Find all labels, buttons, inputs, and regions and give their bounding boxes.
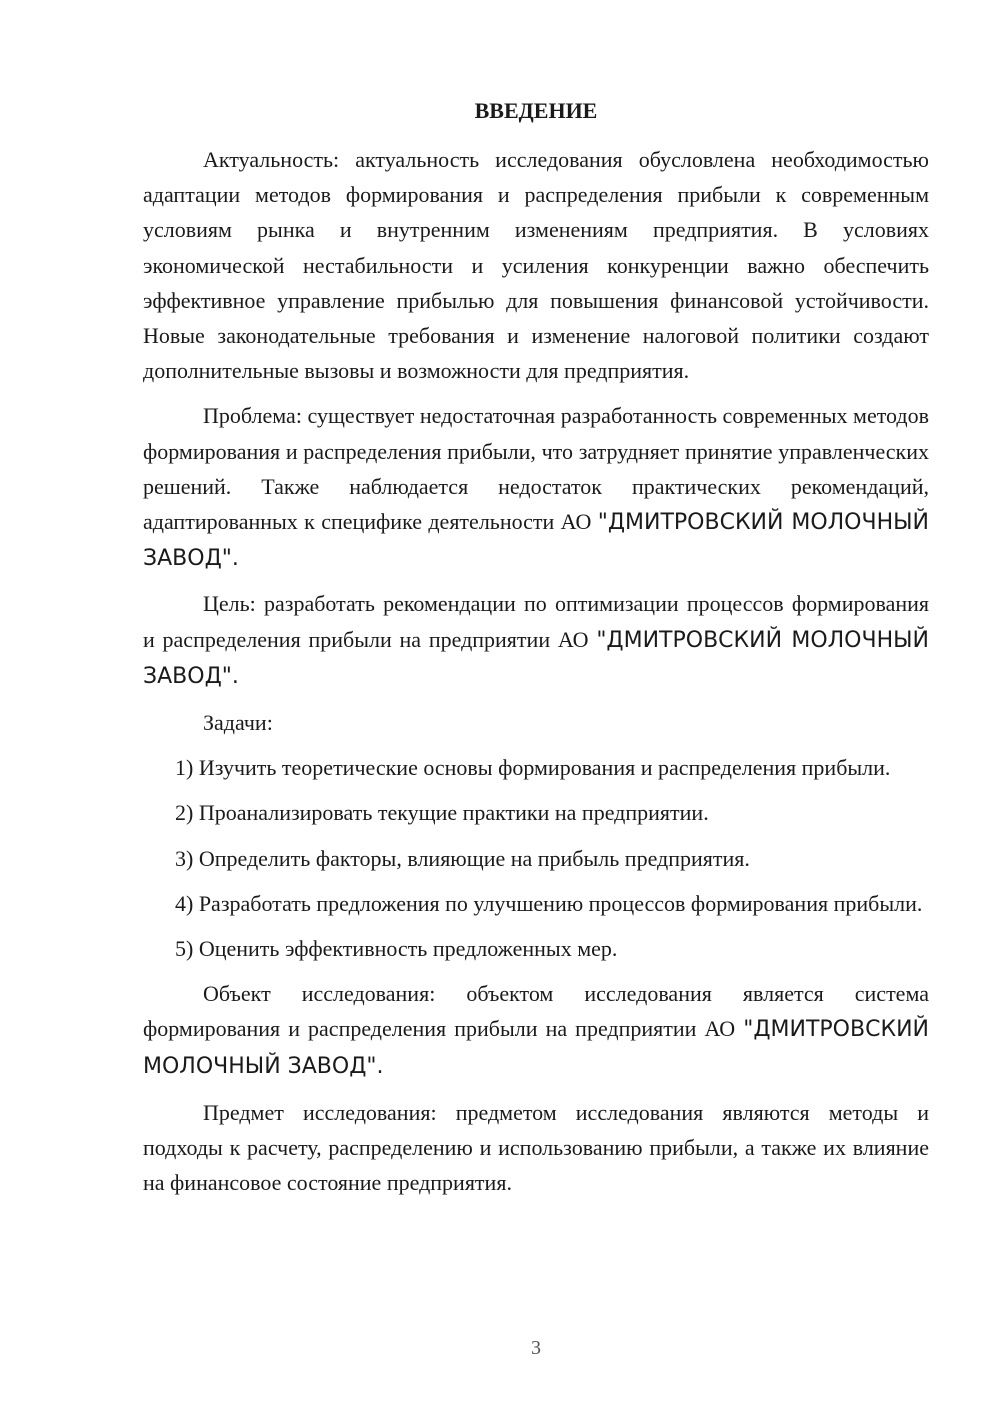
task-item: 4) Разработать предложения по улучшению процессов формирования прибыли.	[175, 890, 923, 916]
company-name: "ДМИТРОВСКИЙ МОЛОЧНЫЙ ЗАВОД".	[143, 1017, 929, 1079]
company-name: "ДМИТРОВСКИЙ МОЛОЧНЫЙ ЗАВОД".	[143, 627, 929, 689]
object-paragraph	[143, 976, 929, 1084]
problem-text: Проблема: существует недостаточная разработанность современных методов формирования и распределения прибыли, что затрудняет принятие управленческих решений. Также наблюдается недостаток практических рекомендаций, адаптированных к специфике деятельности АО	[143, 403, 929, 535]
task-item: 5) Оценить эффективность предложенных мер.	[175, 936, 618, 962]
tasks-heading: Задачи:	[203, 710, 273, 736]
object-text: Объект исследования: объектом исследования является система формирования и распределения прибыли на предприятии АО	[143, 981, 929, 1042]
company-name: "ДМИТРОВСКИЙ МОЛОЧНЫЙ ЗАВОД".	[143, 510, 929, 572]
page-number: 3	[531, 1337, 541, 1359]
goal-text: Цель: разработать рекомендации по оптимизации процессов формирования и распределения прибыли на предприятии АО	[143, 591, 929, 652]
task-item: 3) Определить факторы, влияющие на прибыль предприятия.	[175, 845, 750, 871]
section-title: ВВЕДЕНИЕ	[474, 98, 598, 123]
problem-paragraph	[143, 398, 929, 576]
relevance-paragraph: Актуальность: актуальность исследования обусловлена необходимостью адаптации методов формирования и распределения прибыли к современным условиям рынка и внутренним изменениям предприятия. В условиях экономической нестабильности и усиления конкуренции важно обеспечить эффективное управление прибылью для повышения финансовой устойчивости. Новые законодательные требования и изменение налоговой политики создают дополнительные вызовы и возможности для предприятия.	[143, 147, 929, 384]
goal-paragraph	[143, 586, 929, 694]
document-body	[143, 142, 929, 1200]
subject-paragraph: Предмет исследования: предметом исследования являются методы и подходы к расчету, распределению и использованию прибыли, а также их влияние на финансовое состояние предприятия.	[143, 1099, 929, 1196]
task-item: 2) Проанализировать текущие практики на предприятии.	[175, 800, 709, 826]
task-item: 1) Изучить теоретические основы формирования и распределения прибыли.	[175, 755, 891, 781]
